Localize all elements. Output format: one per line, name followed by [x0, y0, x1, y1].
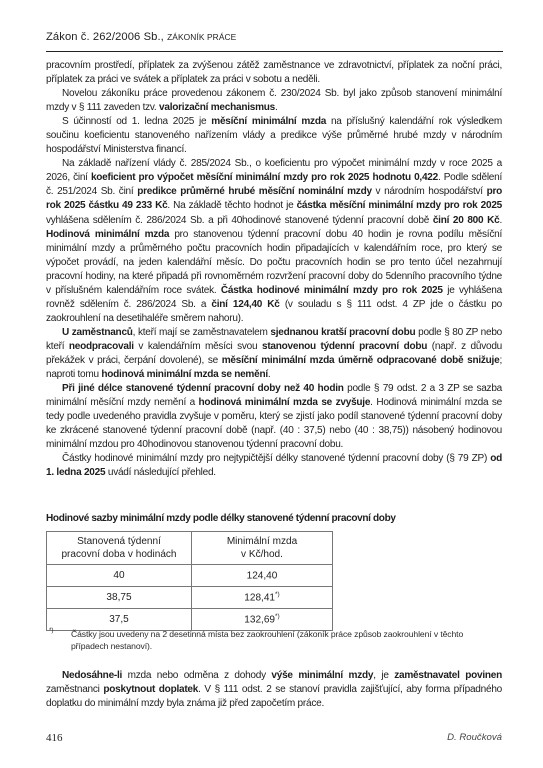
paragraph: [46, 452, 502, 480]
table-cell-wage: [192, 565, 333, 587]
body-text: [46, 59, 502, 480]
text-run: .: [499, 214, 503, 226]
paragraph: [46, 87, 502, 115]
minimum-wage-table: [46, 531, 333, 631]
table-header-wage: [192, 532, 333, 565]
table-footnote: [46, 628, 502, 652]
paragraph: [46, 382, 502, 452]
wage-value: 132,69: [244, 614, 276, 626]
bold-text: valorizační mechanismus: [159, 102, 275, 114]
bold-text: Částka hodinové minimální mzdy pro rok 2025: [220, 284, 443, 296]
text-run: .: [267, 369, 271, 381]
header-subtitle: ZÁKONÍK PRÁCE: [167, 32, 237, 42]
text-run: v kalendářním měsíci svou: [133, 340, 262, 352]
paragraph: [46, 157, 502, 326]
footnote-marker: *): [49, 627, 54, 634]
text-run: , kteří mají se zaměstnavatelem: [132, 326, 271, 338]
table-row: [47, 587, 333, 609]
bold-text: činí 124,40 Kč: [211, 298, 280, 310]
bold-text: stanovenou týdenní pracovní dobu: [261, 340, 428, 352]
table-header-wage-line2: v Kč/hod.: [241, 549, 283, 560]
text-run: S účinností od 1. ledna 2025 je: [62, 116, 212, 128]
bold-text: výše minimální mzdy: [271, 670, 374, 682]
running-header: [46, 31, 502, 43]
text-run: uvádí následující přehled.: [105, 467, 216, 479]
bold-text: Hodinová minimální mzda: [46, 228, 170, 240]
table-row: [47, 565, 333, 587]
table-header-hours: [47, 532, 192, 565]
bold-text: měsíční minimální mzda úměrně odpracované době snižuje: [221, 354, 500, 366]
bold-text: koeficient pro výpočet měsíční minimální mzdy pro rok 2025 hodnotu 0,422: [90, 172, 438, 184]
table-header-hours-line2: pracovní doba v hodinách: [61, 549, 177, 560]
text-run: podle § 80 ZP nebo kteří: [46, 326, 502, 352]
text-run: , je: [373, 670, 395, 682]
bold-text: od 1. ledna 2025: [46, 453, 502, 479]
table-cell-hours: 38,75: [47, 587, 192, 609]
table-header-wage-line1: Minimální mzda: [226, 536, 298, 547]
bold-text: U zaměstnanců: [62, 326, 133, 338]
text-run: pro stanovenou týdenní pracovní dobu 40 hodin je rovna podílu měsíční minimální mzdy a průměrného počtu pracovních hodin připadajících v kalendářním roce, pro který se výpočet provádí, na jeden kalendářní měsíc. Do počtu pracovních hodin se pro tento účel nezahrnují pracovní hodiny, na které připadá při rovnoměrném rozvržení pracovní doby do 5denního pracovního týdne v příslušném kalendářním roce svátek.: [46, 228, 502, 296]
text-run: Novelou zákoníku práce provedenou zákonem č. 230/2024 Sb. byl jako způsob stanovení minimální mzdy v § 111 zaveden tzv.: [46, 88, 502, 114]
table-cell-hours: 37,5: [47, 609, 192, 631]
table-cell-wage: [192, 587, 333, 609]
paragraph: [46, 59, 502, 87]
text-run: je vyhlášena rovněž sdělením č. 286/2024 Sb. a: [46, 284, 502, 310]
bold-text: neodpracovali: [68, 340, 134, 352]
bold-text: sjednanou kratší pracovní dobu: [270, 326, 416, 338]
table-cell-hours: 40: [47, 565, 192, 587]
text-run: . Na základě těchto hodnot je: [167, 200, 297, 212]
bold-text: částka měsíční minimální mzdy pro rok 2025: [296, 200, 502, 212]
header-rule: [46, 51, 503, 52]
text-run: pracovním prostředí, příplatek za zvýšenou zátěž zaměstnance ve zdravotnictví, příplatek za noční práci, příplatek za práci ve svátek a příplatek za práci v sobotu a neděli.: [46, 60, 502, 86]
bold-text: Nedosáhne-li: [62, 670, 123, 682]
bold-text: predikce průměrné hrubé měsíční nominální mzdy: [137, 186, 372, 198]
text-run: (např. z důvodu překážek v práci, čerpání dovolené), se: [46, 340, 502, 366]
text-run: Částky hodinové minimální mzdy pro nejtypičtější délky stanovené týdenní pracovní doby (§ 79 ZP): [62, 453, 491, 465]
bold-text: zaměstnavatel povinen: [394, 670, 502, 682]
author-name: D. Roučková: [447, 732, 502, 743]
wage-value: 124,40: [246, 570, 278, 582]
header-title: Zákon č. 262/2006 Sb.,: [46, 31, 168, 43]
paragraph: [46, 326, 502, 382]
text-run: mzda nebo odměna z dohody: [122, 670, 272, 682]
text-run: na příslušný kalendářní rok výsledkem součinu koeficientu stanoveného nařízením vlády a predikce výše průměrné hrubé mzdy v národním hospodářství Ministerstva financí.: [46, 116, 503, 156]
text-run: . V § 111 odst. 2 se stanoví pravidla zajišťující, aby forma případného doplatku do minimální mzdy byla známa již před započetím práce.: [46, 684, 502, 710]
footnote-mark: *): [275, 591, 280, 599]
bold-text: pro rok 2025 částku 49 233 Kč: [46, 186, 502, 212]
text-run: v národním hospodářství: [371, 186, 487, 198]
text-run: ; naproti tomu: [46, 354, 502, 381]
paragraph: [46, 115, 502, 157]
text-run: podle § 79 odst. 2 a 3 ZP se sazba minimální měsíční mzdy nemění a: [46, 383, 502, 409]
table-header-hours-line1: Stanovená týdenní: [77, 536, 161, 547]
footnote-mark: *): [275, 613, 280, 621]
text-run: vyhlášena sdělením č. 286/2024 Sb. a při 40hodinové stanovené týdenní pracovní době: [46, 214, 433, 226]
paragraph-surcharge: [46, 669, 502, 711]
footnote-text: Částky jsou uvedeny na 2 desetinná místa bez zaokrouhlení (zákoník práce způsob zaokrouhlení v těchto případech nestanoví).: [71, 629, 464, 651]
text-run: (v souladu s § 111 odst. 4 ZP jde o částku po zaokrouhlení na desetihaléře směrem nahoru).: [46, 298, 502, 324]
table-title: Hodinové sazby minimální mzdy podle délky stanovené týdenní pracovní doby: [46, 513, 396, 524]
bold-text: hodinová minimální mzda se zvyšuje: [198, 397, 371, 409]
text-run: . Podle sdělení č. 251/2024 Sb. činí: [46, 172, 503, 198]
bold-text: činí 20 800 Kč: [432, 214, 500, 226]
text-run: Na základě nařízení vlády č. 285/2024 Sb., o koeficientu pro výpočet minimální mzdy v roce 2025 a 2026, činí: [46, 158, 502, 184]
text-run: . Hodinová minimální mzda se tedy podle uvedeného pravidla zvyšuje v poměru, který se zjistí jako podíl stanovené týdenní pracovní doby ke zkrácené stanovené týdenní pracovní době (např. (40 : 37,5) nebo (40 : 38,75)) násobený hodinovou minimální mzdou pro 40hodinovou stanovenou týdenní pracovní dobu.: [46, 397, 502, 451]
bold-text: poskytnout doplatek: [103, 684, 199, 696]
bold-text: Při jiné délce stanovené týdenní pracovní doby než 40 hodin: [62, 383, 344, 395]
wage-value: 128,41: [244, 592, 276, 604]
text-run: .: [275, 102, 278, 114]
text-run: zaměstnanci: [46, 684, 104, 696]
bold-text: hodinová minimální mzda se nemění: [101, 369, 268, 381]
table-header-row: [47, 532, 333, 565]
page-number: 416: [46, 732, 63, 744]
bold-text: měsíční minimální mzda: [211, 116, 327, 128]
